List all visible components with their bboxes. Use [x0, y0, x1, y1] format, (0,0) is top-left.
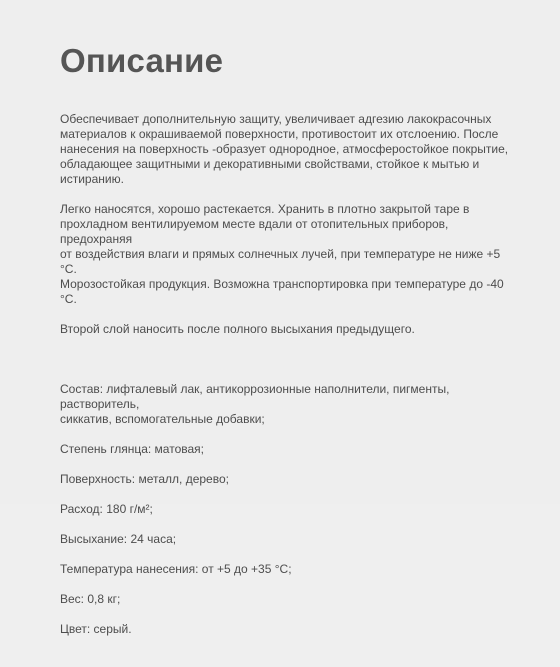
spec-consumption: Расход: 180 г/м²;	[60, 502, 153, 516]
spec-composition: Состав: лифталевый лак, антикоррозионные наполнители, пигменты, растворитель, сиккатив, вспомогательные добавки;	[60, 382, 450, 426]
description-paragraph-1: Обеспечивает дополнительную защиту, увеличивает адгезию лакокрасочных материалов к окрашиваемой поверхности, противостоит их отслоению. После нанесения на поверхность -образует однородное, атмосферостойкое покрытие, обладающее защитными и декоративными свойствами, стойкое к мытью и истиранию.	[60, 112, 509, 186]
spec-application-temperature: Температура нанесения: от +5 до +35 °С;	[60, 562, 292, 576]
description-paragraph-2: Легко наносятся, хорошо растекается. Хранить в плотно закрытой таре в прохладном вентилируемом месте вдали от отопительных приборов, предохраняя от воздействия влаги и прямых солнечных лучей, при температуре не ниже +5 °С. Морозостойкая продукция. Возможна транспортировка при температуре до -40 °С.	[60, 202, 504, 306]
spec-list	[60, 367, 520, 652]
description-paragraph-3: Второй слой наносить после полного высыхания предыдущего.	[60, 322, 415, 336]
description-body	[60, 112, 520, 667]
spec-gloss: Степень глянца: матовая;	[60, 442, 204, 456]
spec-weight: Вес: 0,8 кг;	[60, 592, 121, 606]
spec-surface: Поверхность: металл, дерево;	[60, 472, 229, 486]
spec-block	[60, 352, 520, 667]
section-heading: Описание	[60, 42, 224, 79]
spec-color: Цвет: серый.	[60, 622, 132, 636]
spec-drying: Высыхание: 24 часа;	[60, 532, 177, 546]
